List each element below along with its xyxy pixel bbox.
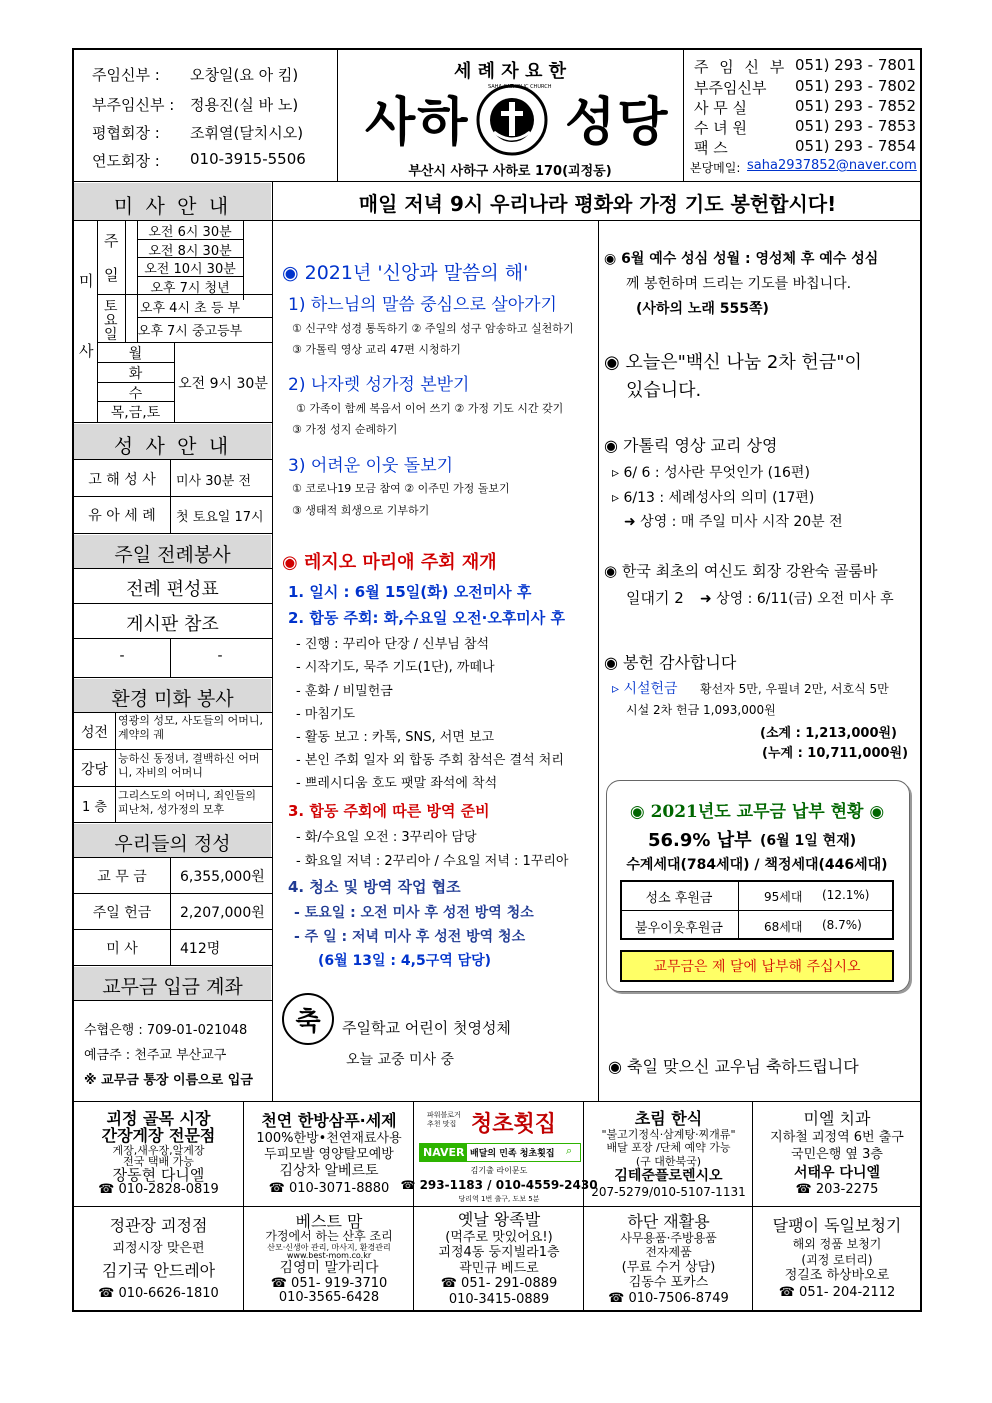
ad-line: 파워블로거 추천 맛집: [427, 1111, 461, 1128]
ad-line: 사무용품·주방용품: [620, 1230, 717, 1245]
ad-restaurant-name: 청초횟집: [471, 1112, 557, 1137]
header-role: 연도회장 :: [92, 152, 160, 170]
ad-line: 가정에서 하는 산후 조리: [265, 1229, 393, 1244]
label-mi: 미: [79, 272, 94, 290]
phone-label: 팩 스: [694, 139, 728, 157]
first-communion: 주일학교 어린이 첫영성체: [342, 1019, 511, 1037]
ad-line: 김영미 말가리다: [279, 1260, 379, 1277]
baptism-label: 유 아 세 례: [88, 508, 156, 524]
env-place: 강당: [80, 762, 109, 778]
legio-item: 4. 청소 및 방역 작업 협조: [288, 878, 461, 896]
dues-row-label: 성소 후원금: [645, 891, 713, 906]
env-team: 능하신 동정녀, 결백하신 어머니, 자비의 어머니: [118, 752, 260, 779]
account-bank: 수협은행 : 709-01-021048: [84, 1023, 248, 1038]
ad-line: 국민은행 옆 3층: [791, 1146, 883, 1162]
phone-number: 051) 293 - 7853: [795, 117, 917, 135]
ad-line: ☎ 010-3071-8880: [268, 1180, 390, 1196]
email-link[interactable]: saha2937852@naver.com: [747, 158, 917, 173]
ad-line: ☎ 203-2275: [795, 1181, 879, 1197]
ad-line: 전국 택배 가능: [123, 1155, 194, 1169]
dues-row-pct: (12.1%): [822, 888, 870, 902]
naver-search: 배달의 민족 청초횟집: [470, 1149, 555, 1159]
colomba-title: 일대기 2: [626, 589, 684, 607]
dues-row-count: 95세대: [764, 890, 803, 904]
section-heading: 1) 하느님의 말씀 중심으로 살아가기: [288, 295, 557, 315]
dues-row-count: 68세대: [764, 920, 803, 934]
weekday: 월: [128, 346, 143, 362]
liturgy-title: 주일 전례봉사: [114, 544, 231, 566]
ad-line: 달팽이 독일보청기: [772, 1216, 902, 1236]
church-address: 부산시 사하구 사하로 170(괴정동): [408, 164, 612, 179]
dues-row-pct: (8.7%): [822, 918, 862, 932]
ad-line: 김기국 안드레아: [101, 1261, 216, 1280]
header-role: 평협회장 :: [92, 124, 160, 142]
label-to: 토: [104, 299, 118, 315]
naver-badge: [419, 1143, 581, 1162]
colomba-title: ◉ 한국 최초의 여신도 회장 강완숙 골룸바: [604, 562, 878, 580]
legio-subitem: - 훈화 / 비밀헌금: [296, 684, 393, 699]
dues-counts: 수계세대(784세대) / 책정세대(446세대): [626, 857, 888, 873]
phone-number: 051) 293 - 7852: [795, 97, 917, 115]
account-holder: 예금주 : 천주교 부산교구: [84, 1048, 227, 1063]
legio-item: 1. 일시 : 6월 15일(화) 오전미사 후: [288, 583, 532, 601]
weekday-time: 오전 9시 30분: [178, 376, 268, 392]
confession-label: 고 해 성 사: [88, 472, 156, 488]
label-il2: 일: [104, 327, 118, 343]
ad-line: 김테준플로렌시오: [614, 1167, 723, 1184]
ad-line: 천연 한방삼푸·세제: [261, 1110, 397, 1130]
ad-card[interactable]: [400, 1103, 598, 1205]
ad-line: 김기출 라이문도: [470, 1166, 528, 1175]
banner: 매일 저녁 9시 우리나라 평화와 가정 기도 봉헌합시다!: [358, 192, 837, 216]
phone-label: 수 녀 원: [694, 119, 748, 137]
colomba-info: ➜ 상영 : 6/11(금) 오전 미사 후: [700, 591, 894, 607]
legio-subitem: - 주 일 : 저녁 미사 후 성전 방역 청소: [294, 929, 526, 945]
ad-line: 초림 한식: [634, 1109, 703, 1129]
header-name: 오창일(요 아 킴): [190, 66, 299, 84]
account-note: ※ 교무금 통장 이름으로 입금: [84, 1073, 253, 1088]
ad-line: 옛날 왕족발: [457, 1210, 541, 1230]
ad-card[interactable]: [245, 1103, 413, 1205]
ad-card[interactable]: [415, 1208, 583, 1310]
celebration-badge: [282, 993, 334, 1045]
phone-number: 051) 293 - 7801: [795, 56, 917, 74]
thanks-label: ▹ 시설헌금: [612, 681, 678, 697]
ad-line: 010-3565-6428: [278, 1289, 380, 1305]
phone-number: 051) 293 - 7802: [795, 77, 917, 95]
legio-item: 3. 합동 주회에 따른 방역 준비: [288, 802, 490, 820]
dues-title: ◉ 2021년도 교무금 납부 현황 ◉: [629, 802, 885, 822]
ad-line: 베스트 맘: [295, 1211, 363, 1231]
confession-value: 미사 30분 전: [176, 474, 252, 489]
liturgy-line: 게시판 참조: [126, 614, 219, 635]
ad-line: 곽민규 베드로: [459, 1260, 539, 1276]
ad-line: 하단 재활용: [627, 1211, 710, 1231]
label-ju: 주: [104, 232, 119, 250]
sacrament-title: 성 사 안 내: [113, 434, 232, 458]
weekday: 목,금,토: [110, 405, 161, 421]
heart-title: ◉ 6월 예수 성심 성월 : 영성체 후 예수 성심: [604, 251, 879, 267]
logo-text: SAHA CATHOLIC CHURCH: [488, 84, 552, 90]
ad-line: 207-5279/010-5107-1131: [591, 1184, 746, 1199]
offering-label: 미 사: [106, 941, 138, 957]
section-item: ① 가족이 함께 복음서 이어 쓰기 ② 가정 기도 시간 갖기: [296, 402, 564, 415]
account-title: 교무금 입금 계좌: [102, 976, 243, 998]
header-name: 조휘열(달치시오): [190, 124, 304, 142]
legio-subitem: - 본인 주회 일자 외 합동 주회 참석은 결석 처리: [296, 753, 564, 768]
offering-title: 우리들의 정성: [114, 833, 231, 855]
offering-value: 6,355,000원: [180, 869, 265, 885]
liturgy-dash: -: [217, 648, 223, 664]
liturgy-dash: -: [119, 648, 125, 664]
legio-subitem: - 토요일 : 오전 미사 후 성전 방역 청소: [294, 905, 534, 921]
phone-number: 051) 293 - 7854: [795, 137, 917, 155]
ad-line: 010-3415-0889: [448, 1291, 550, 1307]
label-yo: 요: [104, 313, 118, 329]
video-item: ➜ 상영 : 매 주일 미사 시작 20분 전: [624, 514, 843, 530]
ad-line: 장동현 다니엘: [112, 1165, 205, 1184]
legio-subitem: - 쁘레시디움 호도 팻말 좌석에 착석: [296, 776, 498, 791]
ad-line: (무료 수거 상담): [621, 1259, 716, 1275]
sunday-mass: 오후 7시 청년: [150, 281, 230, 296]
ad-line: ☎ 051- 291-0889: [440, 1276, 558, 1292]
offering-label: 교 무 금: [97, 869, 147, 885]
ad-line: 괴정시장 맞은편: [112, 1240, 205, 1256]
phone-label: 주 임 신 부: [694, 58, 788, 76]
sunday-mass: 오전 6시 30분: [148, 225, 232, 240]
ad-line: 간장게장 전문점: [101, 1125, 216, 1145]
thanks-total: (누계 : 10,711,000원): [762, 746, 909, 761]
search-icon: ⌕: [566, 1144, 573, 1157]
ad-line: 서태우 다니엘: [793, 1164, 881, 1181]
ad-card[interactable]: [585, 1208, 752, 1310]
ad-line: 정길조 하상바오로: [784, 1268, 890, 1284]
video-item: ▹ 6/ 6 : 성사란 무엇인가 (16편): [612, 465, 810, 481]
legio-subitem: - 시작기도, 묵주 기도(1단), 까떼나: [296, 660, 495, 675]
sunday-mass: 오전 8시 30분: [148, 244, 232, 259]
ad-line: ☎ 010-2828-0819: [98, 1182, 219, 1198]
ad-line: www.best-mom.co.kr: [286, 1251, 372, 1261]
section-item: ① 신구약 성경 통독하기 ② 주일의 성구 암송하고 실천하기: [292, 322, 574, 335]
legio-subitem: - 화/수요일 오전 : 3꾸리아 담당: [296, 830, 477, 845]
ad-line: 해외 정품 보청기: [792, 1236, 882, 1251]
ad-line: ☎ 051- 204-2112: [778, 1284, 896, 1300]
dues-notice: 교무금은 제 달에 납부해 주십시오: [620, 950, 894, 982]
ad-line: ☎ 051- 919-3710: [270, 1275, 388, 1291]
ad-line: ☎ 010-7506-8749: [608, 1290, 729, 1306]
weekday: 수: [128, 386, 143, 402]
ad-line: 김동수 포카스: [628, 1275, 709, 1291]
ad-line: 배달 포장 /단체 예약 가능: [606, 1141, 731, 1155]
section-item: ③ 가톨릭 영상 교리 47편 시청하기: [292, 343, 461, 356]
env-place: 1 층: [82, 800, 107, 815]
saturday-mass: 오후 4시 초 등 부: [139, 301, 241, 316]
ad-line: 괴정4동 둥지빌라1층: [438, 1245, 560, 1261]
section-heading: 3) 어려운 이웃 돌보기: [288, 456, 454, 476]
first-communion-time: 오늘 교중 미사 중: [346, 1052, 455, 1068]
liturgy-line: 전례 편성표: [126, 579, 219, 600]
church-subtitle: 세 례 자 요 한: [453, 61, 566, 82]
church-title-left: 사하: [365, 93, 470, 153]
ad-line: 정관장 괴정점: [109, 1216, 208, 1236]
ad-line: ☎ 010-6626-1810: [98, 1285, 219, 1301]
section-item: ③ 가정 성지 순례하기: [292, 423, 398, 436]
celebration-char: 축: [295, 1006, 321, 1037]
ad-card[interactable]: [245, 1208, 413, 1310]
ad-line: "불고기정식·삼계탕·찌개류": [601, 1128, 736, 1142]
church-logo: [476, 84, 552, 156]
weekday: 화: [128, 366, 143, 382]
sunday-mass: 오전 10시 30분: [144, 262, 236, 277]
ad-line: 게장,새우장,알게장: [112, 1143, 205, 1157]
dues-row-label: 불우이웃후원금: [635, 921, 723, 936]
thanks-title: ◉ 봉헌 감사합니다: [604, 653, 737, 672]
legio-subitem: - 진행 : 꾸리아 단장 / 신부님 참석: [296, 637, 490, 652]
legio-title: ◉ 레지오 마리애 주회 재개: [282, 552, 497, 573]
email-label: 본당메일:: [690, 161, 741, 175]
env-title: 환경 미화 봉사: [111, 688, 234, 710]
header-role: 주임신부 :: [92, 66, 160, 84]
naver-label: NAVER: [420, 1144, 467, 1161]
env-place: 성전: [80, 725, 109, 741]
env-team: 그리스도의 어머니, 죄인들의 피난처, 성가정의 모후: [118, 789, 257, 816]
offering-value: 2,207,000원: [180, 905, 265, 921]
offering-value: 412명: [180, 941, 221, 957]
video-title: ◉ 가톨릭 영상 교리 상영: [604, 436, 778, 455]
feast-congrats: ◉ 축일 맞으신 교우님 축하드립니다: [608, 1057, 859, 1076]
legio-subitem: - 화요일 저녁 : 2꾸리아 / 수요일 저녁 : 1꾸리아: [296, 854, 569, 869]
legio-item: 2. 합동 주회: 화,수요일 오전·오후미사 후: [288, 609, 565, 627]
offering-label: 주일 헌금: [92, 905, 152, 921]
dues-percent: 56.9% 납부: [648, 830, 752, 851]
header-role: 부주임신부 :: [92, 96, 175, 114]
vaccine-notice: 있습니다.: [626, 380, 702, 401]
ad-card[interactable]: [754, 1103, 920, 1205]
section-item: ① 코로나19 모금 참여 ② 이주민 가정 돌보기: [292, 482, 510, 495]
ad-line: ☎ 293-1183 / 010-4559-2430: [400, 1178, 598, 1192]
thanks-donors: 황선자 5만, 우필녀 2만, 서호식 5만: [700, 682, 889, 696]
thanks-subtotal: (소계 : 1,213,000원): [760, 726, 898, 741]
ad-line: (먹주로 맛있어요!): [445, 1229, 553, 1245]
heart-line: (사하의 노래 555쪽): [636, 301, 769, 317]
header-name: 정용진(실 바 노): [190, 96, 299, 114]
legio-subitem: (6월 13일 : 4,5구역 담당): [318, 953, 492, 969]
label-sa: 사: [79, 342, 94, 360]
ad-line: 당리역 1번 출구, 도보 5분: [458, 1195, 540, 1203]
video-item: ▹ 6/13 : 세례성사의 의미 (17편): [612, 490, 815, 506]
ad-line: (구 대한북국): [635, 1154, 702, 1168]
saturday-mass: 오후 7시 중고등부: [137, 324, 243, 339]
legio-subitem: - 활동 보고 : 카톡, SNS, 서면 보고: [296, 730, 495, 745]
church-title-right: 성당: [565, 93, 670, 153]
ad-line: 김상차 알베르토: [279, 1163, 379, 1180]
ad-line: 지하철 괴정역 6번 출구: [770, 1129, 904, 1145]
vaccine-notice: ◉ 오늘은"백신 나눔 2차 헌금"이: [604, 352, 862, 373]
ad-line: 두피모발 영양탈모예방: [264, 1147, 394, 1163]
ad-card[interactable]: [74, 1208, 243, 1310]
label-il: 일: [104, 266, 119, 284]
ad-line: 괴정 골목 시장: [106, 1108, 211, 1128]
dues-date: (6월 1일 현재): [760, 833, 857, 849]
ad-line: 전자제품: [645, 1245, 692, 1260]
ad-card[interactable]: [754, 1208, 920, 1310]
section-heading: 2) 나자렛 성가정 본받기: [288, 375, 470, 395]
ad-line: (괴정 로터리): [801, 1252, 873, 1267]
phone-label: 부주임신부: [694, 79, 767, 97]
env-team: 영광의 성모, 사도들의 어머니, 계약의 궤: [118, 714, 263, 741]
ad-line: 100%한방•천연재료사용: [256, 1130, 402, 1146]
legio-subitem: - 마침기도: [296, 707, 356, 722]
header-name: 010-3915-5506: [190, 150, 306, 168]
baptism-value: 첫 토요일 17시: [176, 510, 264, 525]
mass-title: 미 사 안 내: [113, 194, 232, 218]
section-item: ③ 생태적 희생으로 기부하기: [292, 504, 430, 517]
ad-line: 미엘 치과: [803, 1109, 871, 1129]
phone-label: 사 무 실: [694, 99, 748, 117]
ad-card[interactable]: [585, 1103, 752, 1205]
heart-line: 께 봉헌하며 드리는 기도를 바칩니다.: [626, 276, 852, 292]
thanks-line: 시설 2차 헌금 1,093,000원: [626, 703, 776, 717]
year-title: ◉ 2021년 '신앙과 말씀의 해': [282, 262, 529, 284]
ad-line: 산모·신생아 관리, 마사지, 환경관리: [267, 1242, 391, 1252]
ad-card[interactable]: [74, 1103, 243, 1205]
